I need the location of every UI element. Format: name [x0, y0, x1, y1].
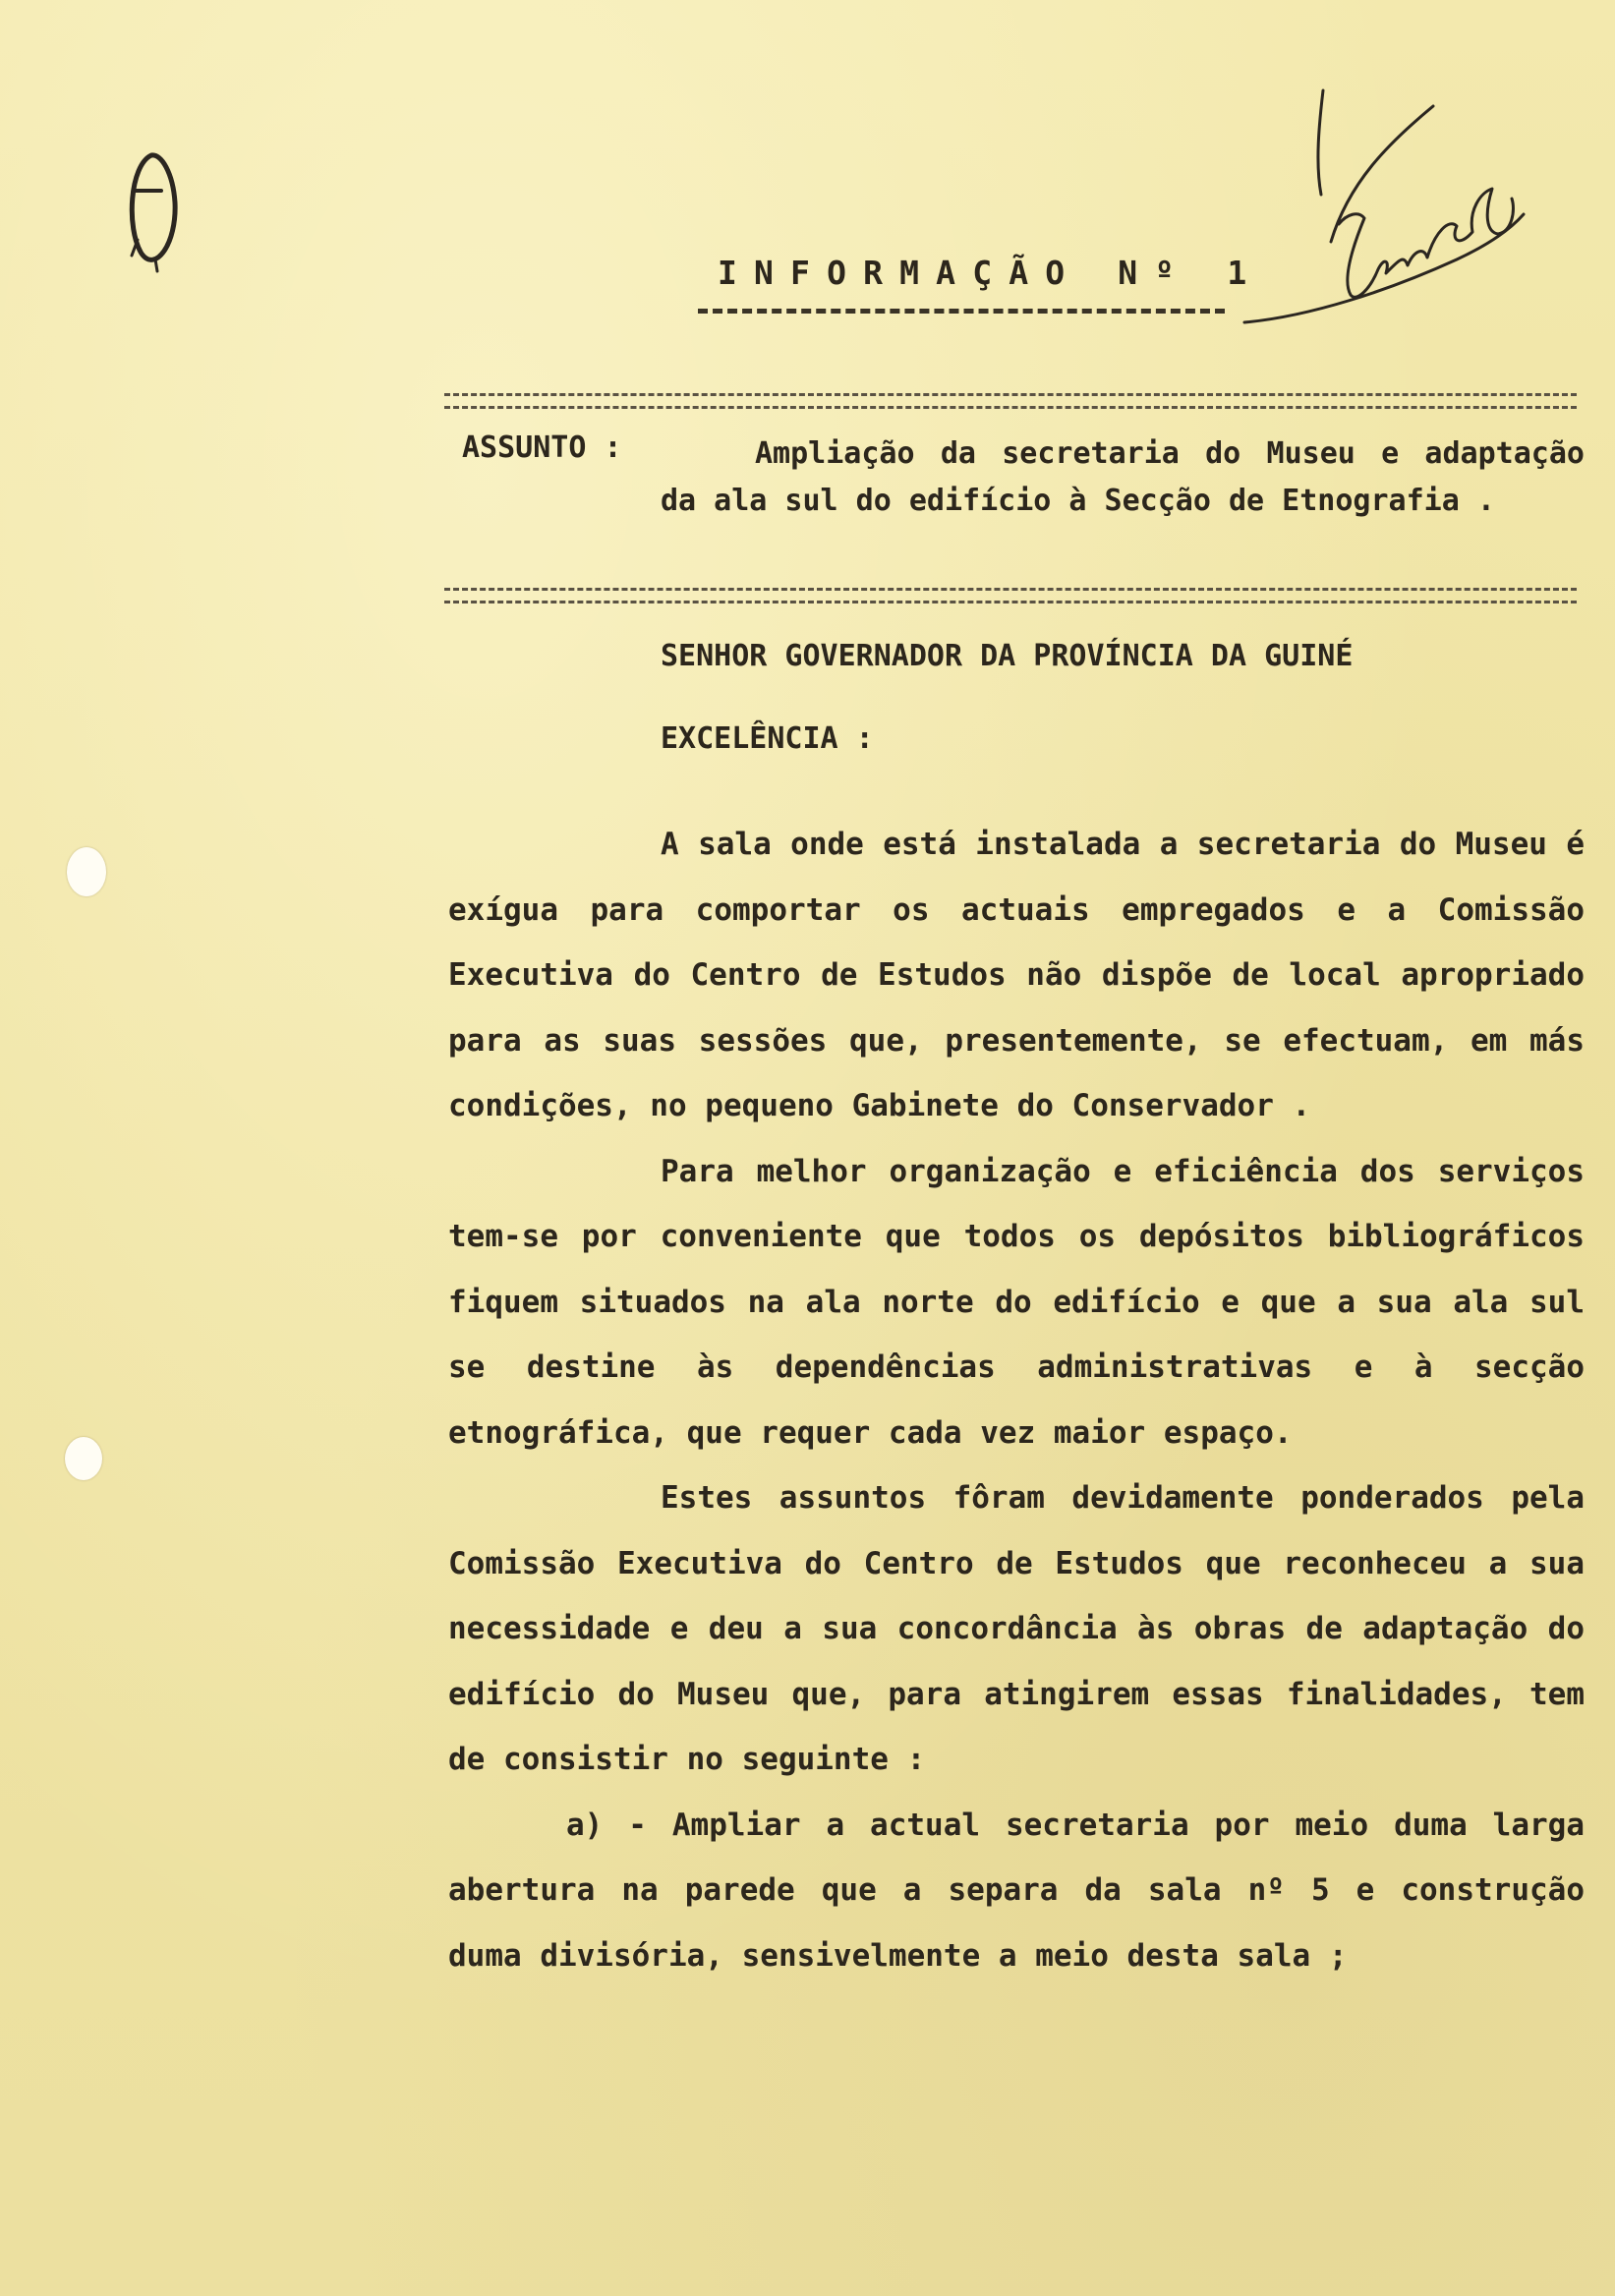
subject-text: Ampliação da secretaria do Museu e adaptação da ala sul do edifício à Secção de Etnografia . [661, 436, 1585, 518]
punch-hole-lower [65, 1437, 102, 1480]
subject-bottom-rule [444, 588, 1577, 603]
body-paragraph: Para melhor organização e eficiência dos serviços tem-se por conveniente que todos os depósitos bibliográficos fiquem situados na ala norte do edifício e que a sua ala sul se destine às dependências administrativas e à secção etnográfica, que requer cada vez maior espaço. [448, 1153, 1585, 1451]
handwritten-signature [1240, 85, 1535, 340]
document-title: INFORMAÇÃO Nº 1 [718, 254, 1264, 292]
handwritten-zero-mark [116, 138, 195, 285]
salutation-line: EXCELÊNCIA : [661, 721, 874, 756]
subject-top-rule [444, 393, 1577, 409]
title-underline [698, 309, 1225, 314]
body-paragraph: A sala onde está instalada a secretaria do Museu é exígua para comportar os actuais empregados e a Comissão Executiva do Centro de Estudos não dispõe de local apropriado para as suas sessões que, presentemente, se efectuam, em más condições, no pequeno Gabinete do Conservador . [448, 827, 1585, 1123]
body-paragraph: Estes assuntos fôram devidamente ponderados pela Comissão Executiva do Centro de Estudos que reconheceu a sua necessidade e deu a sua concordância às obras de adaptação do edifício do Museu que, para atingirem essas finalidades, tem de consistir no seguinte : [448, 1480, 1585, 1777]
addressee-line: SENHOR GOVERNADOR DA PROVÍNCIA DA GUINÉ [661, 639, 1354, 673]
subject-label: ASSUNTO : [462, 430, 622, 465]
letter-body [448, 812, 1585, 1988]
body-list-item: a) - Ampliar a actual secretaria por meio duma larga abertura na parede que a separa da sala nº 5 e construção duma divisória, sensivelmente a meio desta sala ; [448, 1807, 1585, 1974]
punch-hole-upper [67, 847, 106, 896]
